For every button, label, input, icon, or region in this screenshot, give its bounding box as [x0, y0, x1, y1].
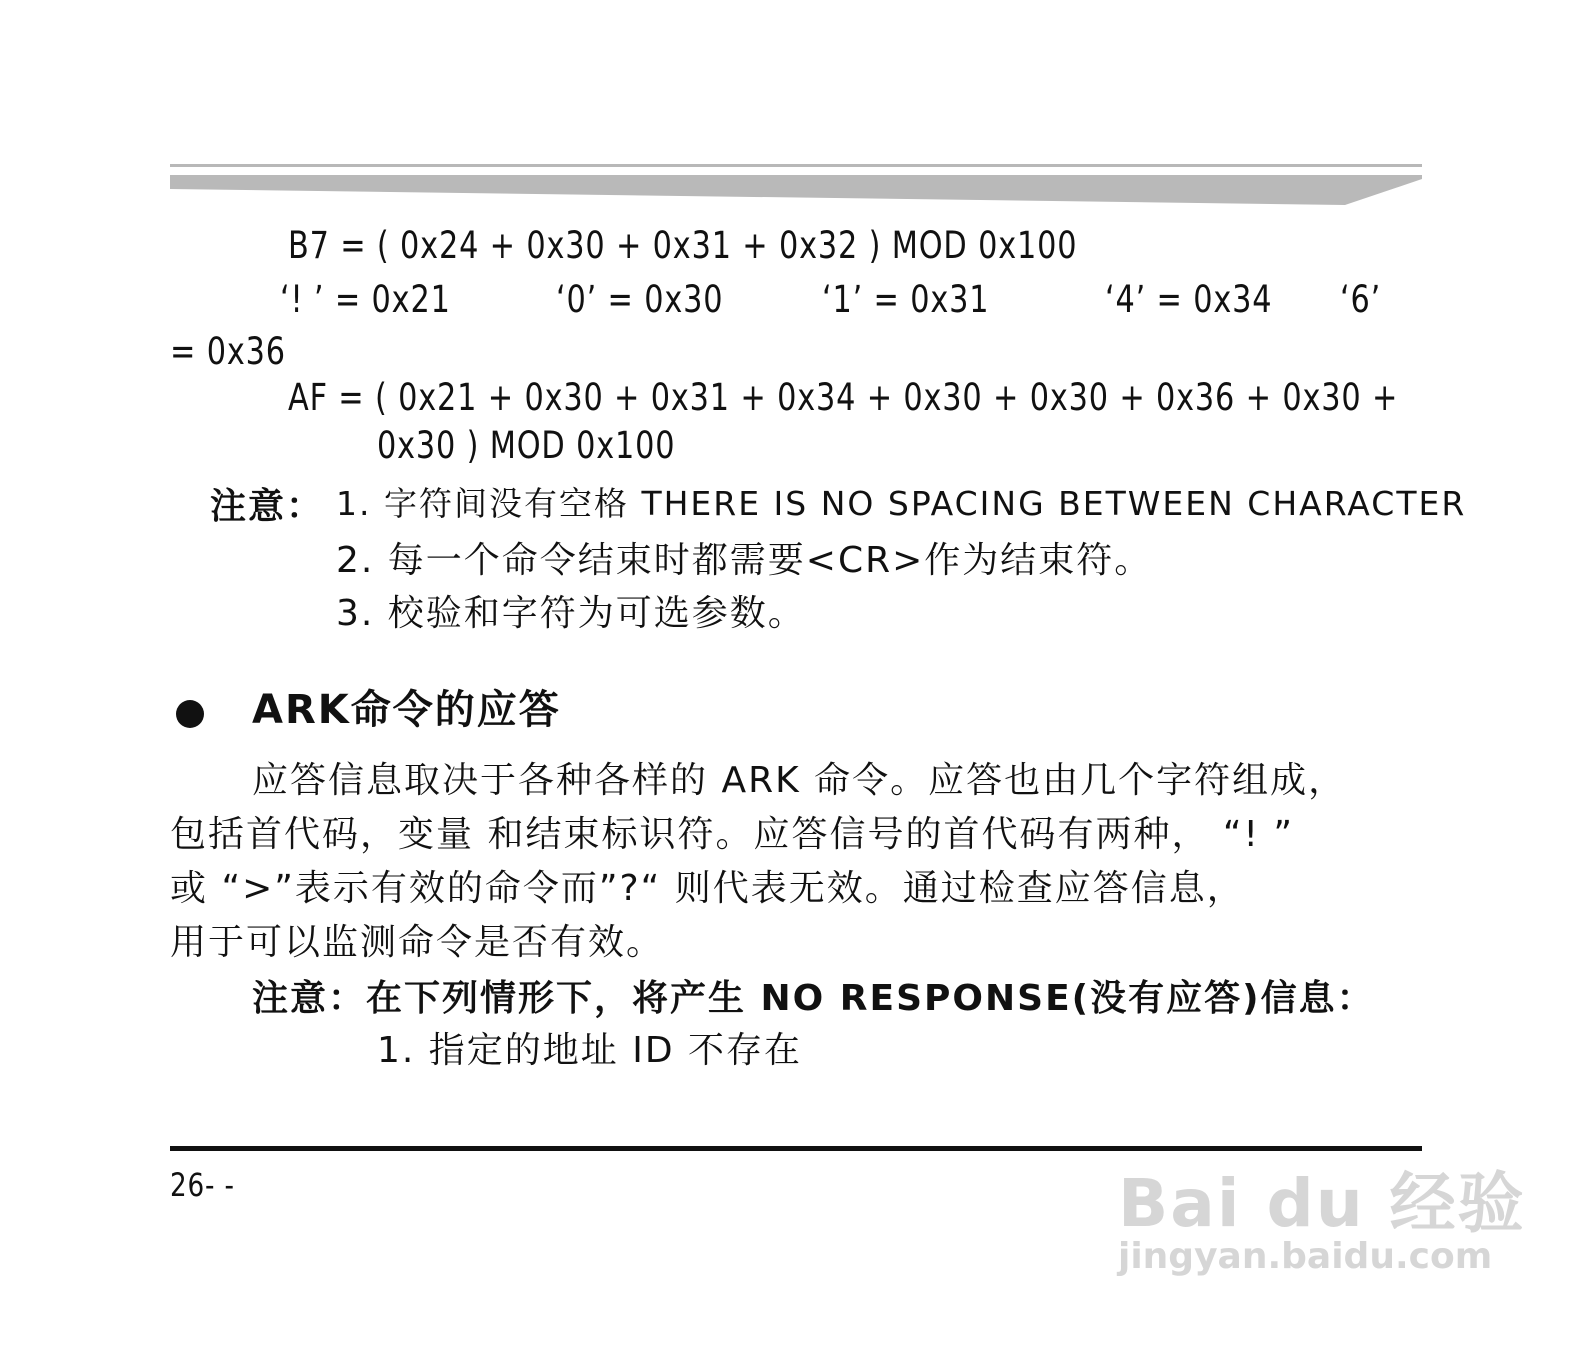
char-map-1: ‘! ’ = 0x21	[280, 278, 451, 321]
note-item-2: 2. 每一个命令结束时都需要<CR>作为结束符。	[336, 540, 1153, 581]
paragraph-line-1: 应答信息取决于各种各样的 ARK 命令。应答也由几个字符组成，	[252, 760, 1347, 801]
section-heading: ARK命令的应答	[252, 687, 561, 733]
note-response-item-1: 1. 指定的地址 ID 不存在	[377, 1030, 803, 1071]
paragraph-line-4: 用于可以监测命令是否有效。	[170, 922, 665, 963]
baidu-watermark-logo: Bai du 经验	[1118, 1165, 1526, 1242]
formula-af-line2: 0x30 ) MOD 0x100	[377, 424, 676, 467]
note-response-heading: 注意：在下列情形下，将产生 NO RESPONSE(没有应答)信息：	[252, 978, 1375, 1019]
char-map-5-key: ‘6’	[1340, 278, 1382, 321]
char-map-3: ‘1’ = 0x31	[822, 278, 990, 321]
char-map-5-value: = 0x36	[170, 330, 286, 373]
formula-b7: B7 = ( 0x24 + 0x30 + 0x31 + 0x32 ) MOD 0x100	[288, 224, 1078, 267]
baidu-watermark-url: jingyan.baidu.com	[1118, 1236, 1493, 1277]
section-bullet	[176, 700, 204, 728]
paragraph-line-2: 包括首代码，变量 和结束标识符。应答信号的首代码有两种， “! ”	[170, 814, 1295, 855]
note-item-1: 1. 字符间没有空格 THERE IS NO SPACING BETWEEN CHARACTER	[336, 484, 1467, 523]
note-item-3: 3. 校验和字符为可选参数。	[336, 593, 806, 634]
header-rule-wedge	[170, 175, 1422, 210]
page-number: 26- -	[170, 1166, 235, 1204]
char-map-2: ‘0’ = 0x30	[556, 278, 724, 321]
char-map-4: ‘4’ = 0x34	[1105, 278, 1273, 321]
note-label: 注意：	[210, 486, 325, 527]
formula-af-line1: AF = ( 0x21 + 0x30 + 0x31 + 0x34 + 0x30 + 0x30 + 0x36 + 0x30 +	[288, 376, 1399, 419]
paragraph-line-3: 或 “>”表示有效的命令而”?“ 则代表无效。通过检查应答信息，	[170, 868, 1245, 909]
header-rule-thin	[170, 164, 1422, 167]
